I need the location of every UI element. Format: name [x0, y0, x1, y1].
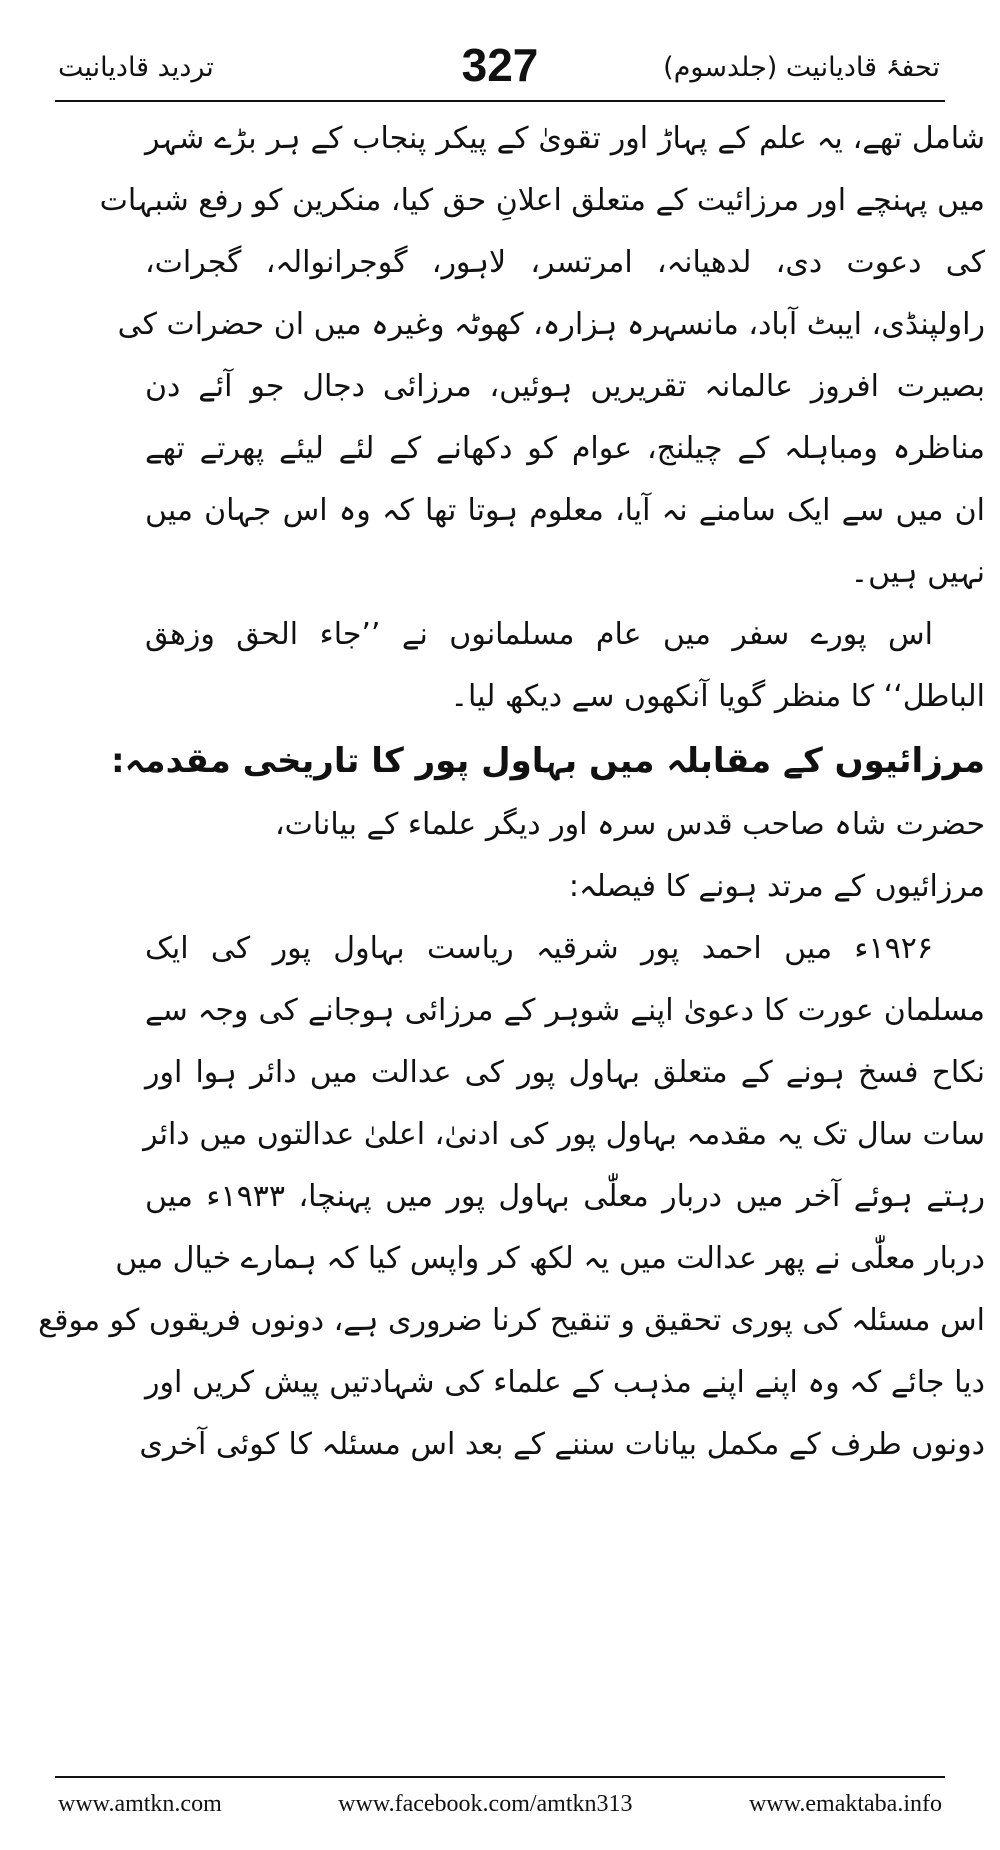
section-heading: مرزائیوں کے مقابلہ میں بہاول پور کا تاریخی مقدمہ:	[111, 741, 985, 781]
body-line: دونوں طرف کے مکمل بیانات سننے کے بعد اس مسئلہ کا کوئی آخری	[139, 1427, 985, 1462]
body-line: شامل تھے، یہ علم کے پہاڑ اور تقویٰ کے پیکر پنجاب کے ہر بڑے شہر	[145, 121, 985, 156]
body-line: نکاح فسخ ہونے کے متعلق بہاول پور کی عدالت میں دائر ہوا اور	[145, 1055, 985, 1090]
page-number: 327	[461, 39, 539, 91]
subheading-line: مرزائیوں کے مرتد ہونے کا فیصلہ:	[568, 869, 985, 904]
header-divider	[55, 100, 945, 102]
header-book-title: تحفۂ قادیانیت (جلدسوم)	[663, 52, 940, 83]
footer-link-facebook[interactable]: www.facebook.com/amtkn313	[338, 1790, 633, 1817]
footer-link-amtkn[interactable]: www.amtkn.com	[58, 1790, 222, 1817]
page-body	[38, 108, 985, 1476]
body-line: دربار معلّٰی نے پھر عدالت میں یہ لکھ کر واپس کیا کہ ہمارے خیال میں	[115, 1241, 985, 1276]
body-line: سات سال تک یہ مقدمہ بہاول پور کی ادنیٰ، اعلیٰ عدالتوں میں دائر	[143, 1117, 985, 1152]
body-line: میں پہنچے اور مرزائیت کے متعلق اعلانِ حق کیا، منکرین کو رفع شبہات	[99, 183, 985, 218]
body-line: کی دعوت دی، لدھیانہ، امرتسر، لاہور، گوجرانوالہ، گجرات،	[145, 245, 985, 280]
body-line: اس پورے سفر میں عام مسلمانوں نے ’’جاء الحق وزھق	[145, 617, 933, 652]
body-line: الباطل‘‘ کا منظر گویا آنکھوں سے دیکھ لیا۔	[450, 679, 985, 714]
body-line: رہتے ہوئے آخر میں دربار معلّٰی بہاول پور میں پہنچا، ۱۹۳۳ء میں	[145, 1179, 985, 1214]
body-line: راولپنڈی، ایبٹ آباد، مانسہرہ ہزارہ، کھوٹہ وغیرہ میں ان حضرات کی	[117, 307, 985, 342]
body-line: مسلمان عورت کا دعویٰ اپنے شوہر کے مرزائی ہوجانے کی وجہ سے	[145, 993, 985, 1028]
body-line: بصیرت افروز عالمانہ تقریریں ہوئیں، مرزائی دجال جو آئے دن	[145, 369, 985, 404]
body-line: مناظرہ ومباہلہ کے چیلنج، عوام کو دکھانے کے لئے لیئے پھرتے تھے	[145, 431, 985, 466]
body-line: ۱۹۲۶ء میں احمد پور شرقیہ ریاست بہاول پور کی ایک	[145, 931, 933, 966]
subheading-line: حضرت شاہ صاحب قدس سرہ اور دیگر علماء کے بیانات،	[274, 807, 985, 842]
body-line: ان میں سے ایک سامنے نہ آیا، معلوم ہوتا تھا کہ وہ اس جہان میں	[145, 493, 985, 528]
header-book-section-title: تردید قادیانیت	[58, 52, 214, 83]
footer-link-emaktaba[interactable]: www.emaktaba.info	[748, 1790, 942, 1817]
body-line: نہیں ہیں۔	[850, 555, 985, 590]
body-line: دیا جائے کہ وہ اپنے اپنے مذہب کے علماء کی شہادتیں پیش کریں اور	[145, 1365, 985, 1400]
footer	[58, 1784, 942, 1824]
footer-divider	[55, 1776, 945, 1778]
body-line: اس مسئلہ کی پوری تحقیق و تنقیح کرنا ضروری ہے، دونوں فریقوں کو موقع	[38, 1303, 985, 1338]
